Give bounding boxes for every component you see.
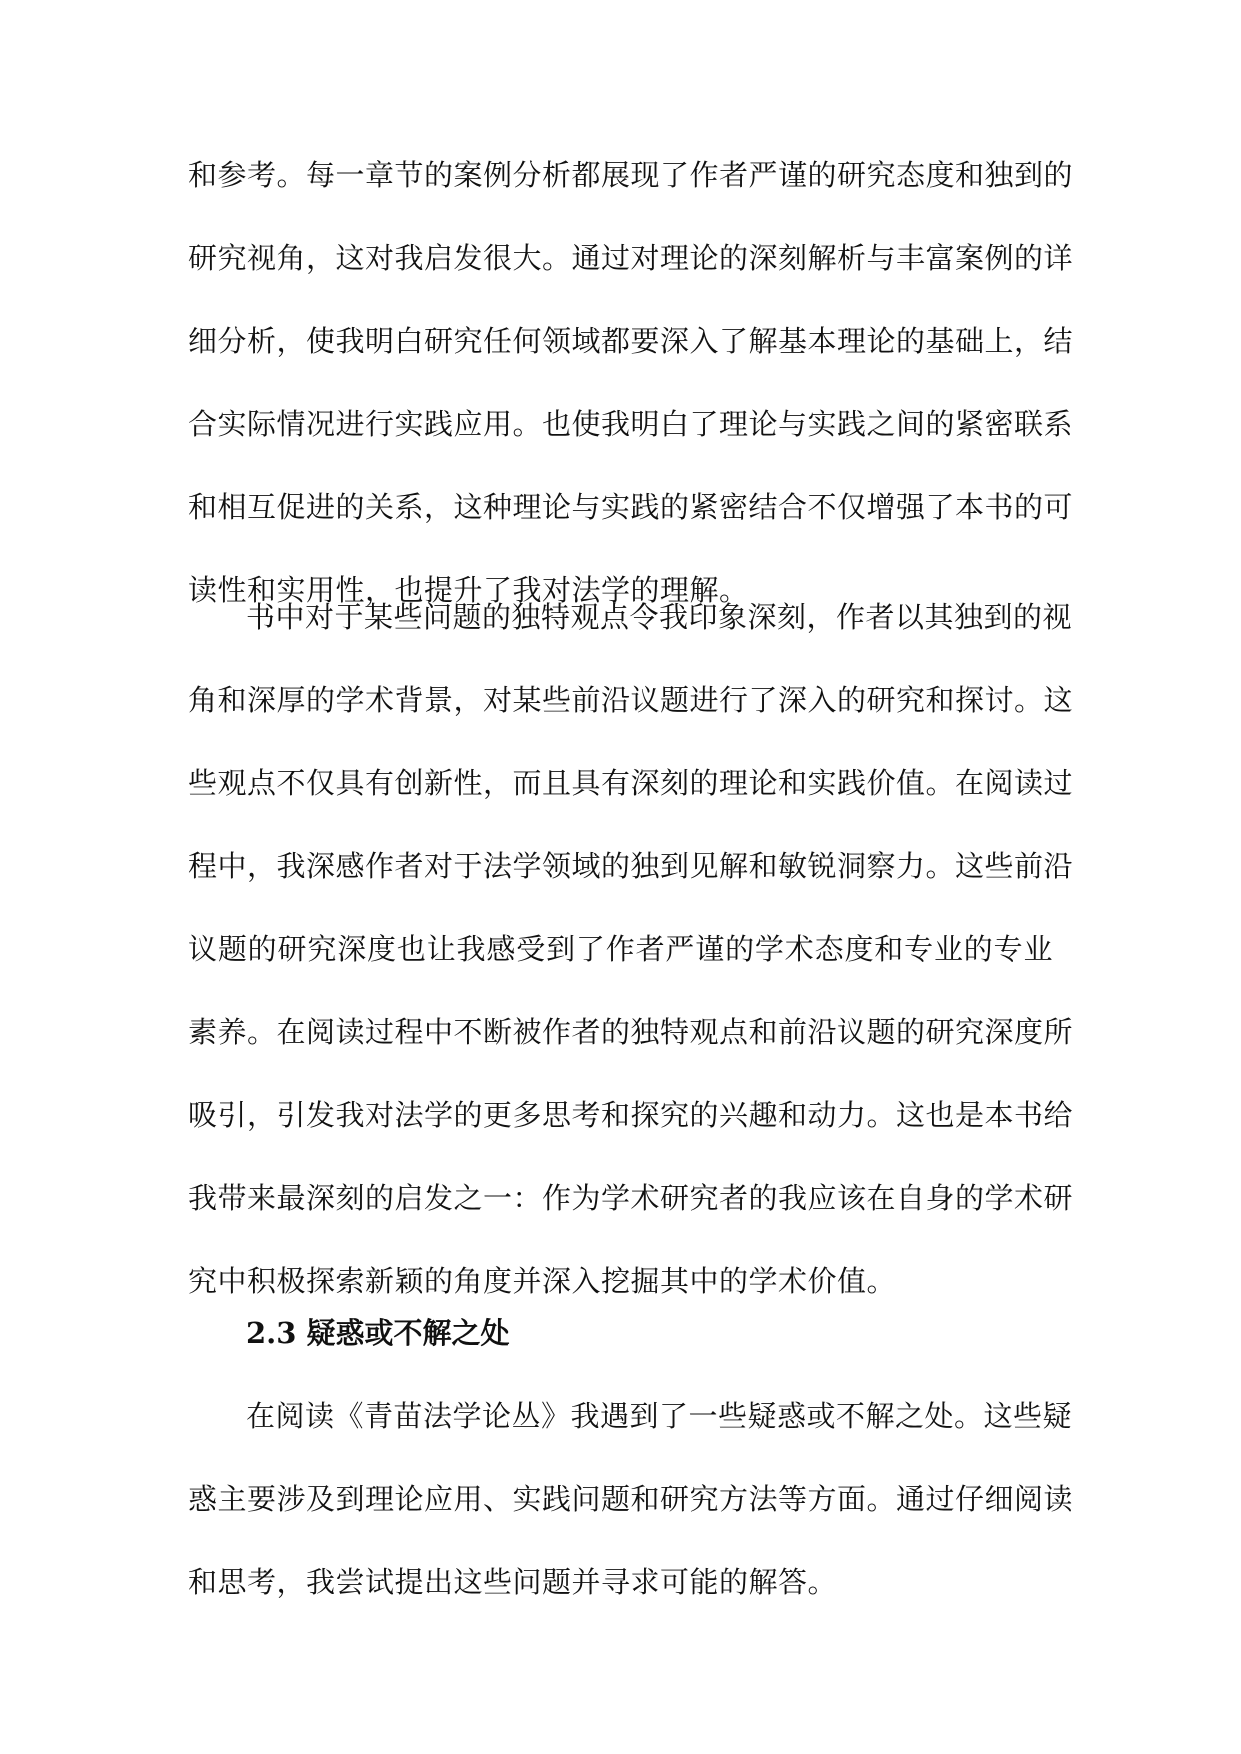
paragraph-line: 议题的研究深度也让我感受到了作者严谨的学术态度和专业的专业 xyxy=(188,932,1053,966)
paragraph-line: 吸引，引发我对法学的更多思考和探究的兴趣和动力。这也是本书给 xyxy=(188,1098,1074,1132)
paragraph-2 xyxy=(188,592,1074,1339)
paragraph-line: 合实际情况进行实践应用。也使我明白了理论与实践之间的紧密联系 xyxy=(188,407,1074,441)
paragraph-line: 细分析，使我明白研究任何领域都要深入了解基本理论的基础上，结 xyxy=(188,324,1074,358)
paragraph-line: 和思考，我尝试提出这些问题并寻求可能的解答。 xyxy=(188,1565,838,1599)
paragraph-line: 和参考。每一章节的案例分析都展现了作者严谨的研究态度和独到的 xyxy=(188,158,1074,192)
paragraph-line: 素养。在阅读过程中不断被作者的独特观点和前沿议题的研究深度所 xyxy=(188,1015,1074,1049)
paragraph-line: 读性和实用性，也提升了我对法学的理解。 xyxy=(188,573,749,607)
paragraph-line: 和相互促进的关系，这种理论与实践的紧密结合不仅增强了本书的可 xyxy=(188,490,1074,524)
paragraph-line: 书中对于某些问题的独特观点令我印象深刻，作者以其独到的视 xyxy=(246,600,1073,634)
paragraph-line: 角和深厚的学术背景，对某些前沿议题进行了深入的研究和探讨。这 xyxy=(188,683,1074,717)
section-heading: 2.3 疑惑或不解之处 xyxy=(246,1316,510,1350)
paragraph-line: 些观点不仅具有创新性，而且具有深刻的理论和实践价值。在阅读过 xyxy=(188,766,1074,800)
paragraph-1 xyxy=(188,150,1074,648)
paragraph-3 xyxy=(188,1391,1074,1640)
paragraph-line: 究中积极探索新颖的角度并深入挖掘其中的学术价值。 xyxy=(188,1264,897,1298)
paragraph-line: 在阅读《青苗法学论丛》我遇到了一些疑惑或不解之处。这些疑 xyxy=(246,1399,1073,1433)
paragraph-line: 研究视角，这对我启发很大。通过对理论的深刻解析与丰富案例的详 xyxy=(188,241,1074,275)
paragraph-line: 程中，我深感作者对于法学领域的独到见解和敏锐洞察力。这些前沿 xyxy=(188,849,1074,883)
paragraph-line: 惑主要涉及到理论应用、实践问题和研究方法等方面。通过仔细阅读 xyxy=(188,1482,1074,1516)
paragraph-line: 我带来最深刻的启发之一：作为学术研究者的我应该在自身的学术研 xyxy=(188,1181,1074,1215)
